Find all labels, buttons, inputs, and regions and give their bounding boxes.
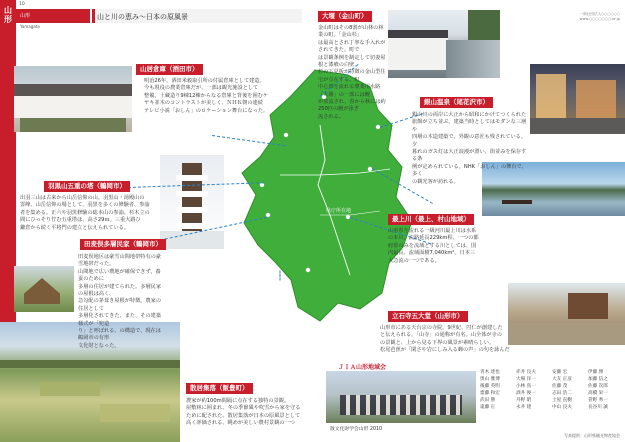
mogami-text (388, 228, 508, 265)
mogami-line: 内最長。流域面積7,040km²。日本三 (388, 250, 476, 257)
ginzan-photo (530, 64, 625, 134)
member-name: 武田 勝 (480, 398, 496, 403)
tamugimata-line: り」と呼ばれる、の構造で、現在は鶴岡市の有形 (78, 328, 161, 342)
member-name: 後藤 英明 (480, 384, 500, 389)
tamugimata-photo (14, 266, 74, 312)
sankyo-line: テレビ小説「おしん」のロケーション舞台になった。 (144, 107, 269, 114)
tamugimata-line: 多層化されてきた、また、その建築様式が「兜造 (78, 313, 162, 327)
member-name: 大場 洋一 (516, 377, 536, 382)
tag-okura: 大堰（金山町） (318, 11, 372, 22)
yamadera-text (380, 325, 510, 355)
page-title: 山と川の恵み～日本の原風景 (97, 13, 188, 21)
member-name: 遠藤 正 (480, 405, 496, 410)
ginzan-line: 旅館が立ち並ぶ。建築当時としてはモダンな三層や (412, 119, 527, 133)
yamadera-line: と伝えられる。「山寺」の通称が有名。山全体が寺の (380, 332, 502, 339)
leader-iide (280, 271, 281, 281)
url-line-2: www.○○○○○○○.or.jp (579, 17, 620, 21)
member-name: 大友 正彦 (552, 377, 572, 382)
mogami-line: の本川。流路延長229km程、一つの都 (388, 235, 479, 242)
yamadera-line: 松尾芭蕉が「閑さや岩にしみ入る蝉の声」の句を詠んだ (380, 347, 510, 354)
ginzan-line: 四層の木造建築で、外観の意匠も残されている。夕 (412, 134, 527, 148)
member-name: 酒井 俊一 (516, 391, 536, 396)
iide-line: 屋敷林に囲まれ、冬の季節風や吹雪から家を守る (186, 405, 301, 412)
tag-tamugimata: 田麦俣多層民家（鶴岡市） (80, 239, 166, 250)
iide-text (186, 398, 326, 428)
okura-line: 杉の下見板が特徴の金山型住宅が点在する。町 (318, 69, 386, 83)
tamugimata-line: 文化財となった。 (78, 342, 120, 349)
haguro-line: 出羽三山は古来から山岳信仰の山。羽黒山・湯殿山の (20, 195, 145, 201)
jia-photo-caption: 散文化財学会山形 2010 (330, 427, 383, 432)
member-name: 永井 建 (516, 405, 532, 410)
member-name: 佐藤 次郎 (588, 384, 608, 389)
ginzan-text (412, 112, 530, 186)
member-name: 小林 真一 (516, 384, 536, 389)
sidebar-text: 山形 (4, 6, 12, 24)
tamugimata-line: 田麦俣地区は豪雪山間地帯特有の豪雪地帯だった。 (78, 254, 162, 268)
iide-line: 高く評価される、眺めが美しい農村景観の一つ (186, 420, 295, 427)
sankyo-line: 明治26年、酒田米穀取引所の付属倉庫として建造。 (144, 78, 265, 84)
member-name: 志田 浩二 (552, 391, 572, 396)
member-name: 土屋 直樹 (552, 398, 572, 403)
member-name: 中山 良夫 (552, 405, 572, 410)
haguro-line: 者を集める。正六や羽黒修験の総本山の参詣、杉木立の (20, 209, 150, 216)
tamugimata-line: 多層の住居が建てられた。多層民家の屋根は高く、 (78, 283, 162, 298)
tamugimata-text (78, 254, 163, 350)
member-name: 高橋 栄一 (588, 391, 608, 396)
okura-line: が放流され、春から秋には約250匹の鯉が泳ぎ (318, 99, 386, 113)
sankyo-text (144, 78, 304, 115)
tag-yamadera: 立石寺五大堂（山形市） (388, 311, 468, 322)
photo-credit: 写真提供：山形県観光物産協会 (564, 433, 620, 438)
page-number: 10 (19, 2, 25, 7)
iide-line: ために配された。散居集落が日本の原風景として (186, 412, 301, 419)
map-capital-label: 県庁所在地 (326, 208, 352, 214)
jia-title: ＪＩＡ山形地域会 (338, 364, 387, 371)
member-name: 青木 達也 (480, 370, 500, 375)
member-name: 安藤 宏 (552, 370, 568, 375)
sankyo-line: 整備。土蔵造り9棟12棟からなる倉庫と背後を囲むケ (144, 92, 269, 99)
prefecture-name: 山形 (20, 13, 31, 19)
prefecture-romanized: Yamagata (20, 24, 40, 29)
map-marker-haguro (260, 183, 264, 187)
haguro-line: 間にひっそり佇む五重塔は、高さ29ｍ。三重大路ひ (20, 217, 141, 224)
member-name: 菅野 秀一 (588, 398, 608, 403)
member-name: 齋藤 和宏 (480, 391, 500, 396)
okura-line: 中心部を流れる農業用水路「大堰」の一部には鯉 (318, 84, 381, 98)
member-name: 赤井 良夫 (516, 370, 536, 375)
tag-iide: 散居集落（飯豊町） (186, 383, 253, 394)
haguro-text (20, 195, 155, 232)
okura-line: は景観条例を制定して切妻屋根と漆喰の白壁、 (318, 54, 386, 69)
iide-line: 農家が約100m間隔に点在する独特の景観。 (186, 398, 290, 404)
sankyo-line: 今も現役の農業倉庫だが、一部は観光施設として (144, 85, 259, 92)
map-marker-iide (306, 268, 310, 272)
ginzan-line: 暮れのガス灯は大正浪漫が漂い、街並みを保存する条 (412, 149, 527, 163)
haguro-line: 鎌倉から続く平将門の建立と伝えられている。 (20, 224, 129, 231)
member-name: 佐藤 茂 (552, 384, 568, 389)
member-list (480, 369, 625, 411)
pagoda-photo (160, 155, 224, 249)
okura-line: は最高とされ丁寧な手入れがされてきた。町で (318, 39, 386, 54)
haguro-line: 霊峰、山岳信仰の場として、羽黒を多くの修験者、参詣 (20, 202, 150, 209)
sankyo-photo (14, 66, 132, 132)
ginzan-line: の観光客が訪れる。 (412, 178, 459, 185)
yamadera-photo (508, 283, 625, 345)
tag-sankyo: 山居倉庫（酒田市） (136, 64, 203, 75)
yamadera-line: 山形市にある天台宗の寺院。9世紀、円仁が創建した (380, 325, 503, 331)
okura-line: 流される。 (318, 113, 344, 120)
tamugimata-line: 山間地で広い農地が確保できず、養蚕のために (78, 268, 161, 283)
sankyo-line: ヤキ並木のコントラストが美しく、ＮＨＫ朝の連続 (144, 100, 264, 107)
map-marker-sankyo (284, 133, 288, 137)
mogami-line: 大急流の一つである。 (388, 257, 440, 264)
header-url (500, 12, 620, 22)
tamugimata-line: 急勾配の茅葺き屋根が特徴。農家の住居として (78, 298, 162, 312)
mogami-line: 山形県を流れる一級河川最上川は水系 (388, 228, 477, 234)
yamadera-line: の景観と、上から見る下界の風景が素晴らしい。 (380, 339, 495, 346)
member-name: 加藤 信之 (588, 377, 608, 382)
member-name: 伊藤 博 (588, 370, 604, 375)
member-name: 奥山 雅博 (480, 377, 500, 382)
okura-line: 金山町はその8割が山林の林業の町。「金山杉」 (318, 25, 384, 39)
ginzan-line: 銀山川の両岸に大正から昭和にかけてつくられた (412, 112, 527, 118)
ginzan-line: 例が定められている。NHK「おしん」の舞台で、多く (412, 163, 527, 178)
okura-text (318, 25, 388, 121)
tag-haguro: 羽黒山五重の塔（鶴岡市） (44, 181, 130, 192)
jia-group-photo (326, 371, 476, 423)
url-line-1: 一般社団法人○○○○○○ (579, 12, 620, 16)
member-name: 長谷川 誠 (588, 405, 608, 410)
tag-mogami: 最上川（最上、村山地域） (388, 214, 474, 225)
tag-ginzan: 銀山温泉（尾花沢市） (420, 97, 493, 108)
mogami-line: 府県のみを流域とする川としては、国 (388, 242, 477, 249)
member-name: 丹野 昭 (516, 398, 532, 403)
